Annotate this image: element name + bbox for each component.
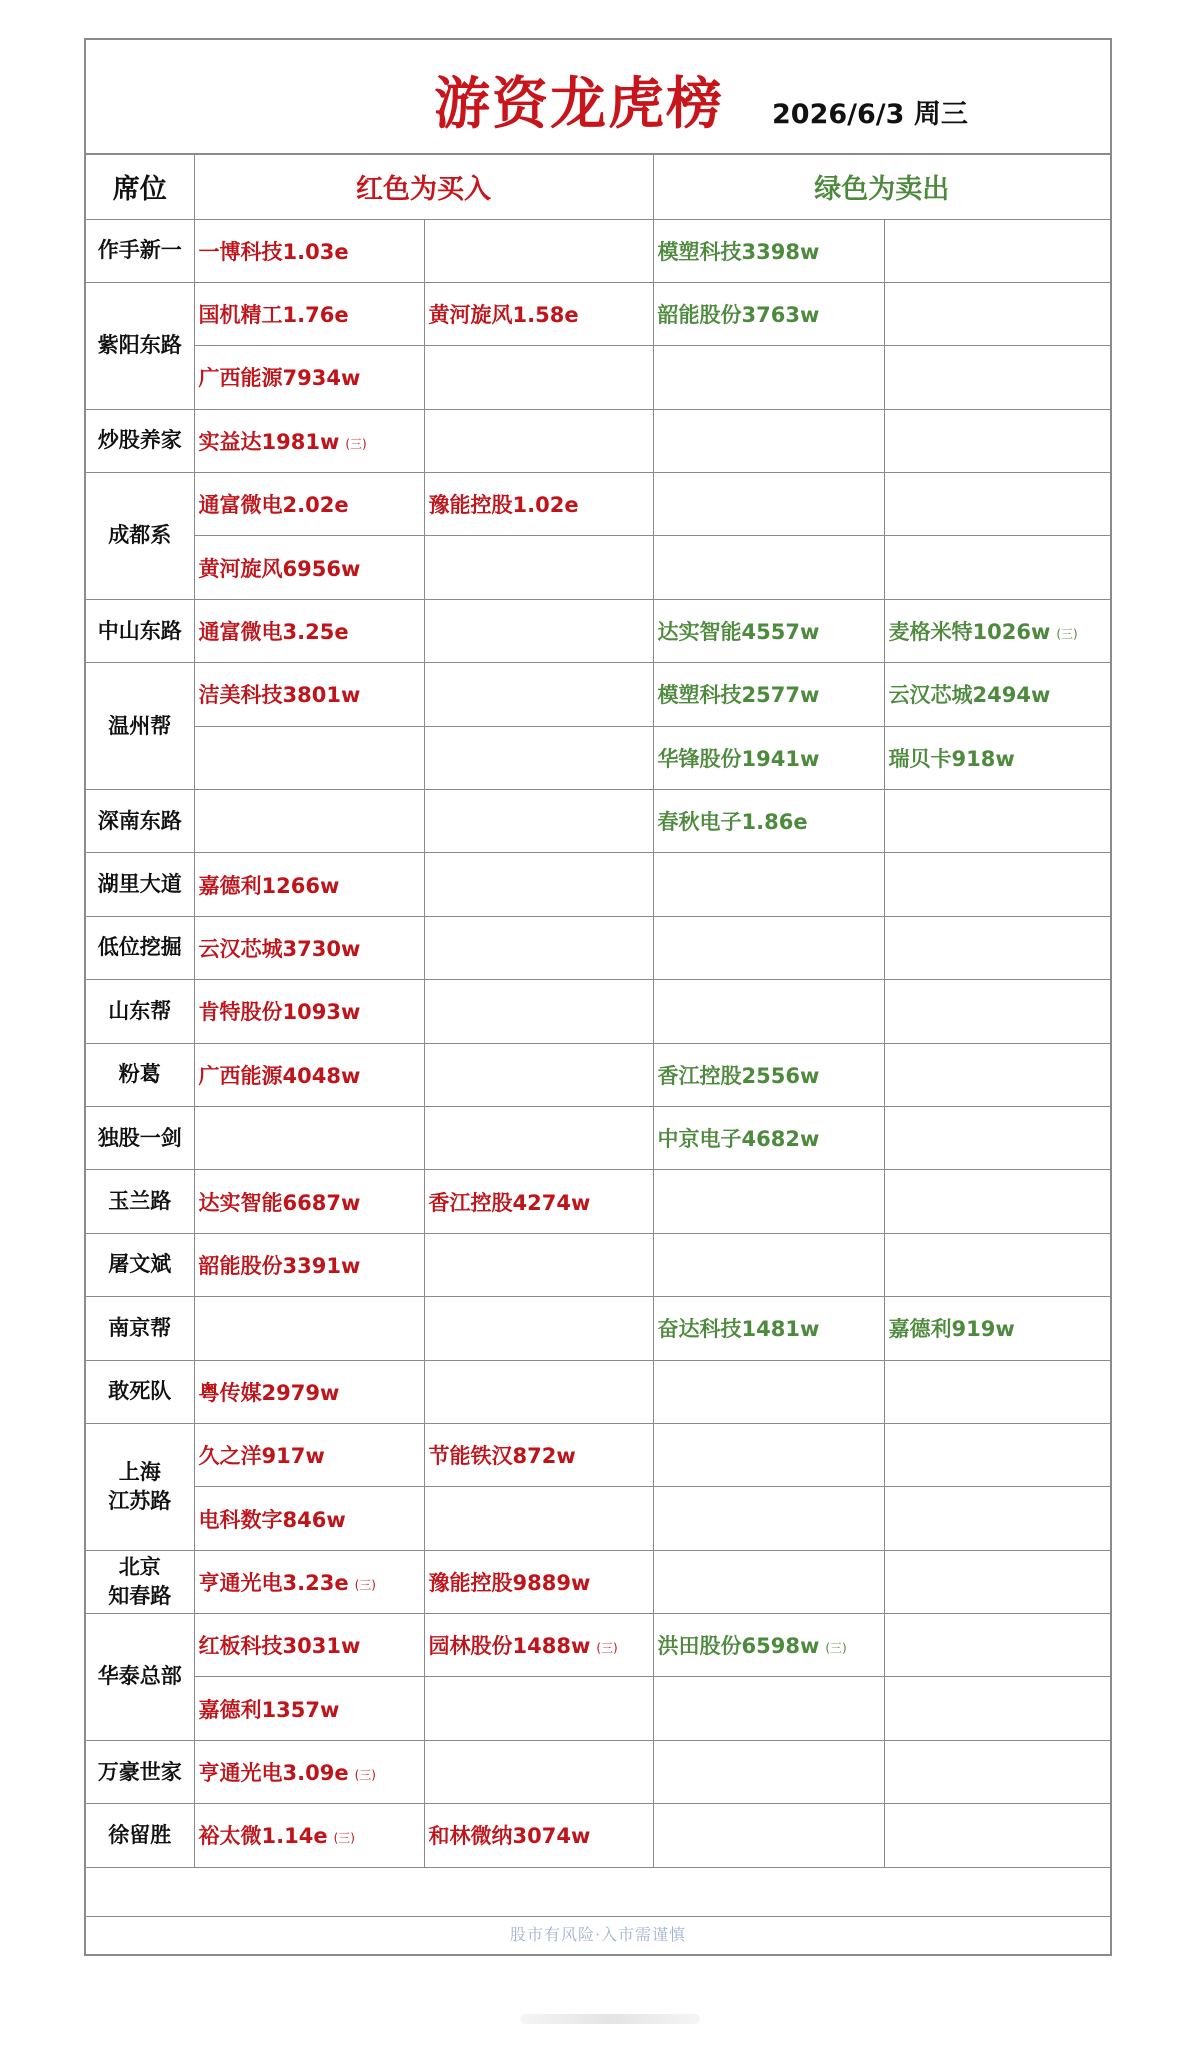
buy-entry: 一博科技1.03e — [198, 239, 349, 264]
buy-cell — [194, 1804, 424, 1867]
sell-cell — [884, 790, 1110, 853]
buy-cell — [194, 1043, 424, 1106]
table-row — [86, 1043, 1110, 1106]
table-row — [86, 663, 1110, 726]
sell-cell — [884, 1170, 1110, 1233]
seat-name: 成都系 — [86, 473, 194, 600]
sell-cell — [884, 663, 1110, 726]
seat-name: 低位挖掘 — [86, 916, 194, 979]
buy-entry: 广西能源4048w — [198, 1063, 361, 1088]
buy-cell — [194, 1106, 424, 1169]
sell-cell — [884, 219, 1110, 282]
ranking-sheet — [84, 38, 1112, 1956]
buy-cell — [194, 1677, 424, 1740]
sell-entry: 春秋电子1.86e — [657, 810, 808, 835]
buy-cell — [194, 726, 424, 789]
buy-cell — [424, 1233, 653, 1296]
table-header-row — [86, 155, 1110, 219]
buy-cell — [194, 599, 424, 662]
buy-cell — [424, 1677, 653, 1740]
sell-cell — [653, 1233, 884, 1296]
buy-cell — [194, 346, 424, 409]
horizontal-scrollbar[interactable] — [520, 2014, 700, 2024]
buy-cell — [194, 1614, 424, 1677]
sell-cell — [653, 473, 884, 536]
buy-cell — [194, 409, 424, 472]
buy-cell — [194, 790, 424, 853]
buy-cell — [424, 1614, 653, 1677]
table-body — [86, 219, 1110, 1867]
table-row — [86, 599, 1110, 662]
sell-column-header: 绿色为卖出 — [653, 155, 1110, 219]
buy-entry: 电科数字846w — [198, 1507, 346, 1532]
sell-cell — [653, 1804, 884, 1867]
sell-cell — [653, 536, 884, 599]
buy-cell — [424, 1297, 653, 1360]
buy-cell — [424, 1804, 653, 1867]
table-row — [86, 219, 1110, 282]
buy-entry: 红板科技3031w — [198, 1634, 361, 1659]
sell-entry: 模塑科技3398w — [657, 239, 820, 264]
buy-entry: 久之洋917w — [198, 1444, 325, 1469]
buy-cell — [424, 219, 653, 282]
buy-cell — [194, 980, 424, 1043]
buy-cell — [194, 219, 424, 282]
repeat-mark: (三) — [825, 1641, 847, 1656]
seat-name: 屠文斌 — [86, 1233, 194, 1296]
table-row — [86, 790, 1110, 853]
repeat-mark: (三) — [596, 1641, 618, 1656]
buy-entry: 洁美科技3801w — [198, 683, 361, 708]
buy-entry: 肯特股份1093w — [198, 1000, 361, 1025]
sell-cell — [884, 1106, 1110, 1169]
sell-cell — [884, 536, 1110, 599]
buy-cell — [194, 1360, 424, 1423]
sell-cell — [653, 1614, 884, 1677]
seat-column-header: 席位 — [86, 155, 194, 219]
sell-cell — [884, 599, 1110, 662]
buy-cell — [194, 1170, 424, 1233]
seat-name: 徐留胜 — [86, 1804, 194, 1867]
table-row — [86, 980, 1110, 1043]
buy-cell — [194, 916, 424, 979]
sell-cell — [884, 1804, 1110, 1867]
seat-name: 湖里大道 — [86, 853, 194, 916]
sell-cell — [653, 853, 884, 916]
sell-cell — [653, 1740, 884, 1803]
sell-cell — [884, 1423, 1110, 1486]
sell-cell — [653, 219, 884, 282]
buy-entry: 黄河旋风6956w — [198, 556, 361, 581]
table-row — [86, 536, 1110, 599]
buy-cell — [424, 1487, 653, 1550]
seat-name: 上海 江苏路 — [86, 1423, 194, 1550]
buy-cell — [194, 1297, 424, 1360]
buy-entry: 嘉德利1357w — [198, 1697, 340, 1722]
sell-cell — [653, 1106, 884, 1169]
seat-name: 中山东路 — [86, 599, 194, 662]
table-row — [86, 1423, 1110, 1486]
buy-entry: 香江控股4274w — [428, 1190, 591, 1215]
sell-cell — [653, 790, 884, 853]
sell-entry: 香江控股2556w — [657, 1063, 820, 1088]
sell-cell — [653, 1297, 884, 1360]
sell-entry: 嘉德利919w — [888, 1317, 1015, 1342]
table-row — [86, 1614, 1110, 1677]
buy-cell — [424, 916, 653, 979]
sell-cell — [653, 1550, 884, 1613]
page-title: 游资龙虎榜 — [434, 72, 724, 137]
buy-cell — [194, 473, 424, 536]
seat-name: 敢死队 — [86, 1360, 194, 1423]
table-row — [86, 1233, 1110, 1296]
table-row — [86, 1677, 1110, 1740]
buy-cell — [424, 1550, 653, 1613]
table-row — [86, 1297, 1110, 1360]
buy-cell — [424, 790, 653, 853]
sell-entry: 韶能股份3763w — [657, 303, 820, 328]
seat-name: 万豪世家 — [86, 1740, 194, 1803]
seat-name: 玉兰路 — [86, 1170, 194, 1233]
sell-cell — [653, 1677, 884, 1740]
sell-cell — [653, 1487, 884, 1550]
sell-cell — [884, 980, 1110, 1043]
buy-cell — [194, 853, 424, 916]
sell-cell — [653, 409, 884, 472]
sell-cell — [653, 663, 884, 726]
buy-cell — [194, 1233, 424, 1296]
buy-entry: 通富微电2.02e — [198, 493, 349, 518]
table-row — [86, 916, 1110, 979]
buy-cell — [424, 1170, 653, 1233]
buy-entry: 云汉芯城3730w — [198, 936, 361, 961]
buy-cell — [424, 1423, 653, 1486]
sell-cell — [884, 282, 1110, 345]
sell-cell — [884, 409, 1110, 472]
seat-name: 炒股养家 — [86, 409, 194, 472]
sell-cell — [884, 916, 1110, 979]
table-row — [86, 1740, 1110, 1803]
seat-name: 温州帮 — [86, 663, 194, 790]
buy-cell — [194, 1487, 424, 1550]
sell-cell — [884, 726, 1110, 789]
sell-cell — [884, 1043, 1110, 1106]
buy-entry: 实益达1981w — [198, 429, 340, 454]
seat-name: 深南东路 — [86, 790, 194, 853]
buy-cell — [194, 1423, 424, 1486]
seat-name: 山东帮 — [86, 980, 194, 1043]
repeat-mark: (三) — [333, 1831, 355, 1846]
sell-cell — [653, 282, 884, 345]
table-row — [86, 409, 1110, 472]
sell-entry: 华锋股份1941w — [657, 746, 820, 771]
table-row — [86, 1550, 1110, 1613]
buy-column-header: 红色为买入 — [194, 155, 653, 219]
buy-cell — [424, 282, 653, 345]
buy-cell — [424, 663, 653, 726]
sell-cell — [653, 1423, 884, 1486]
table-row — [86, 346, 1110, 409]
buy-entry: 韶能股份3391w — [198, 1253, 361, 1278]
buy-cell — [424, 726, 653, 789]
buy-cell — [194, 1740, 424, 1803]
sell-cell — [884, 1614, 1110, 1677]
buy-entry: 国机精工1.76e — [198, 303, 349, 328]
buy-cell — [424, 1360, 653, 1423]
sell-cell — [653, 980, 884, 1043]
buy-cell — [424, 409, 653, 472]
repeat-mark: (三) — [354, 1577, 376, 1592]
footer-row — [86, 1916, 1110, 1954]
sell-cell — [653, 726, 884, 789]
buy-entry: 豫能控股9889w — [428, 1570, 591, 1595]
seat-name: 紫阳东路 — [86, 282, 194, 409]
sell-cell — [884, 1360, 1110, 1423]
date-label: 2026/6/3 周三 — [772, 99, 968, 130]
sell-entry: 奋达科技1481w — [657, 1317, 820, 1342]
buy-cell — [424, 853, 653, 916]
table-row — [86, 1106, 1110, 1169]
risk-disclaimer: 股市有风险·入市需谨慎 — [509, 1925, 687, 1944]
sell-entry: 达实智能4557w — [657, 620, 820, 645]
buy-entry: 亨通光电3.23e — [198, 1570, 349, 1595]
buy-cell — [194, 282, 424, 345]
sell-cell — [884, 1740, 1110, 1803]
sell-entry: 洪田股份6598w — [657, 1634, 820, 1659]
table-row — [86, 473, 1110, 536]
table-row — [86, 1487, 1110, 1550]
seat-name: 作手新一 — [86, 219, 194, 282]
ranking-table — [86, 155, 1110, 1868]
buy-entry: 粤传媒2979w — [198, 1380, 340, 1405]
buy-cell — [424, 346, 653, 409]
seat-name: 独股一剑 — [86, 1106, 194, 1169]
seat-name: 粉葛 — [86, 1043, 194, 1106]
buy-cell — [424, 1043, 653, 1106]
buy-cell — [194, 536, 424, 599]
sell-cell — [653, 1043, 884, 1106]
sell-cell — [884, 853, 1110, 916]
buy-entry: 园林股份1488w — [428, 1634, 591, 1659]
buy-entry: 嘉德利1266w — [198, 873, 340, 898]
buy-entry: 广西能源7934w — [198, 366, 361, 391]
buy-cell — [424, 980, 653, 1043]
sell-entry: 瑞贝卡918w — [888, 746, 1015, 771]
buy-cell — [424, 473, 653, 536]
table-row — [86, 282, 1110, 345]
repeat-mark: (三) — [354, 1768, 376, 1783]
sell-cell — [884, 1550, 1110, 1613]
sell-cell — [653, 346, 884, 409]
table-row — [86, 853, 1110, 916]
buy-entry: 裕太微1.14e — [198, 1824, 328, 1849]
table-row — [86, 1804, 1110, 1867]
buy-entry: 亨通光电3.09e — [198, 1761, 349, 1786]
sell-entry: 中京电子4682w — [657, 1127, 820, 1152]
sell-cell — [884, 1677, 1110, 1740]
seat-name: 北京 知春路 — [86, 1550, 194, 1613]
buy-entry: 节能铁汉872w — [428, 1444, 576, 1469]
sell-cell — [653, 1170, 884, 1233]
buy-cell — [424, 1740, 653, 1803]
buy-cell — [424, 536, 653, 599]
sell-entry: 模塑科技2577w — [657, 683, 820, 708]
buy-cell — [194, 1550, 424, 1613]
sell-entry: 云汉芯城2494w — [888, 683, 1051, 708]
repeat-mark: (三) — [345, 436, 367, 451]
sell-cell — [884, 473, 1110, 536]
buy-entry: 达实智能6687w — [198, 1190, 361, 1215]
sell-cell — [653, 1360, 884, 1423]
table-row — [86, 1170, 1110, 1233]
seat-name: 华泰总部 — [86, 1614, 194, 1741]
sell-cell — [884, 346, 1110, 409]
sell-cell — [884, 1487, 1110, 1550]
seat-name: 南京帮 — [86, 1297, 194, 1360]
table-row — [86, 726, 1110, 789]
buy-cell — [424, 1106, 653, 1169]
sell-entry: 麦格米特1026w — [888, 620, 1051, 645]
buy-cell — [194, 663, 424, 726]
sell-cell — [884, 1297, 1110, 1360]
buy-entry: 和林微纳3074w — [428, 1824, 591, 1849]
table-row — [86, 1360, 1110, 1423]
buy-cell — [424, 599, 653, 662]
buy-entry: 通富微电3.25e — [198, 620, 349, 645]
sell-cell — [653, 916, 884, 979]
buy-entry: 豫能控股1.02e — [428, 493, 579, 518]
sell-cell — [653, 599, 884, 662]
repeat-mark: (三) — [1056, 627, 1078, 642]
title-row — [86, 40, 1110, 155]
buy-entry: 黄河旋风1.58e — [428, 303, 579, 328]
sell-cell — [884, 1233, 1110, 1296]
